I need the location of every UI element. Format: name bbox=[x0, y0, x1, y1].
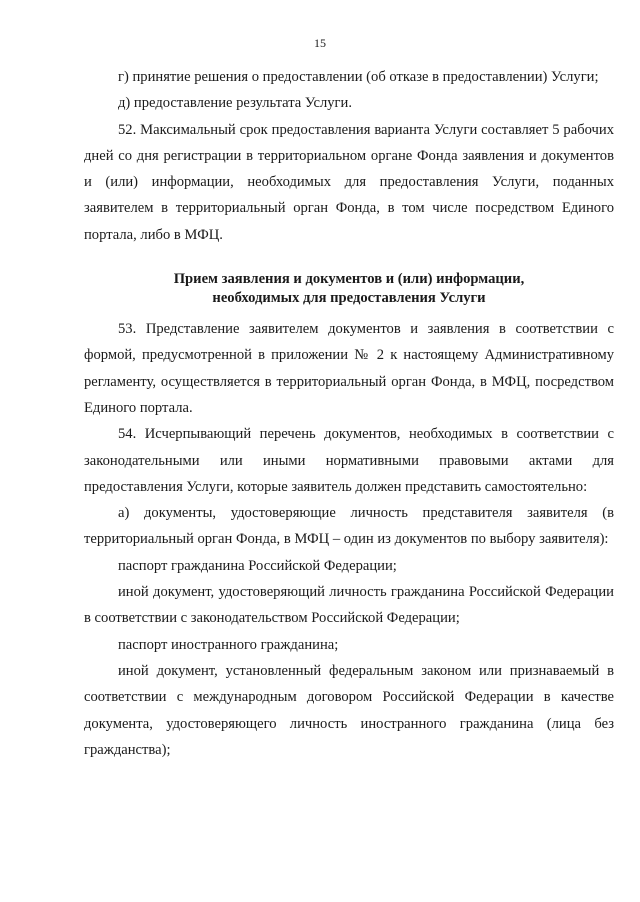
paragraph-54-a: а) документы, удостоверяющие личность представителя заявителя (в территориальный орган Фонда, в МФЦ – один из документов по выбору заявителя): bbox=[84, 505, 614, 548]
document-body bbox=[84, 64, 614, 763]
paragraph-53: 53. Представление заявителем документов и заявления в соответствии с формой, предусмотренной в приложении № 2 к настоящему Административному регламенту, осуществляется в территориальный орган Фонда, в МФЦ, посредством Единого портала. bbox=[84, 321, 614, 416]
page-number: 15 bbox=[314, 36, 326, 50]
list-item-other-document-foreign: иной документ, установленный федеральным законом или признаваемый в соответствии с международным договором Российской Федерации в качестве документа, удостоверяющего личность иностранного гражданина (лица без гражданства); bbox=[84, 662, 614, 758]
paragraph-54: 54. Исчерпывающий перечень документов, необходимых в соответствии с законодательными или иными нормативными правовыми актами для предоставления Услуги, которые заявитель должен представить самостоятельно: bbox=[84, 426, 614, 495]
section-heading bbox=[84, 270, 614, 308]
section-heading-line2: необходимых для предоставления Услуги bbox=[212, 290, 486, 307]
section-heading-line1: Прием заявления и документов и (или) информации, bbox=[173, 271, 525, 288]
list-item-passport-rf: паспорт гражданина Российской Федерации; bbox=[118, 557, 397, 574]
paragraph-item-g: г) принятие решения о предоставлении (об отказе в предоставлении) Услуги; bbox=[118, 69, 599, 85]
list-item-foreign-passport: паспорт иностранного гражданина; bbox=[118, 636, 339, 653]
list-item-other-document-rf: иной документ, удостоверяющий личность гражданина Российской Федерации в соответствии с законодательством Российской Федерации; bbox=[84, 584, 614, 627]
paragraph-52: 52. Максимальный срок предоставления варианта Услуги составляет 5 рабочих дней со дня регистрации в территориальном органе Фонда заявления и документов и (или) информации, необходимых для предоставления Услуги, поданных заявителем в территориальный орган Фонда, в том числе посредством Единого портала, либо в МФЦ. bbox=[84, 121, 614, 243]
paragraph-item-d: д) предоставление результата Услуги. bbox=[118, 95, 352, 112]
